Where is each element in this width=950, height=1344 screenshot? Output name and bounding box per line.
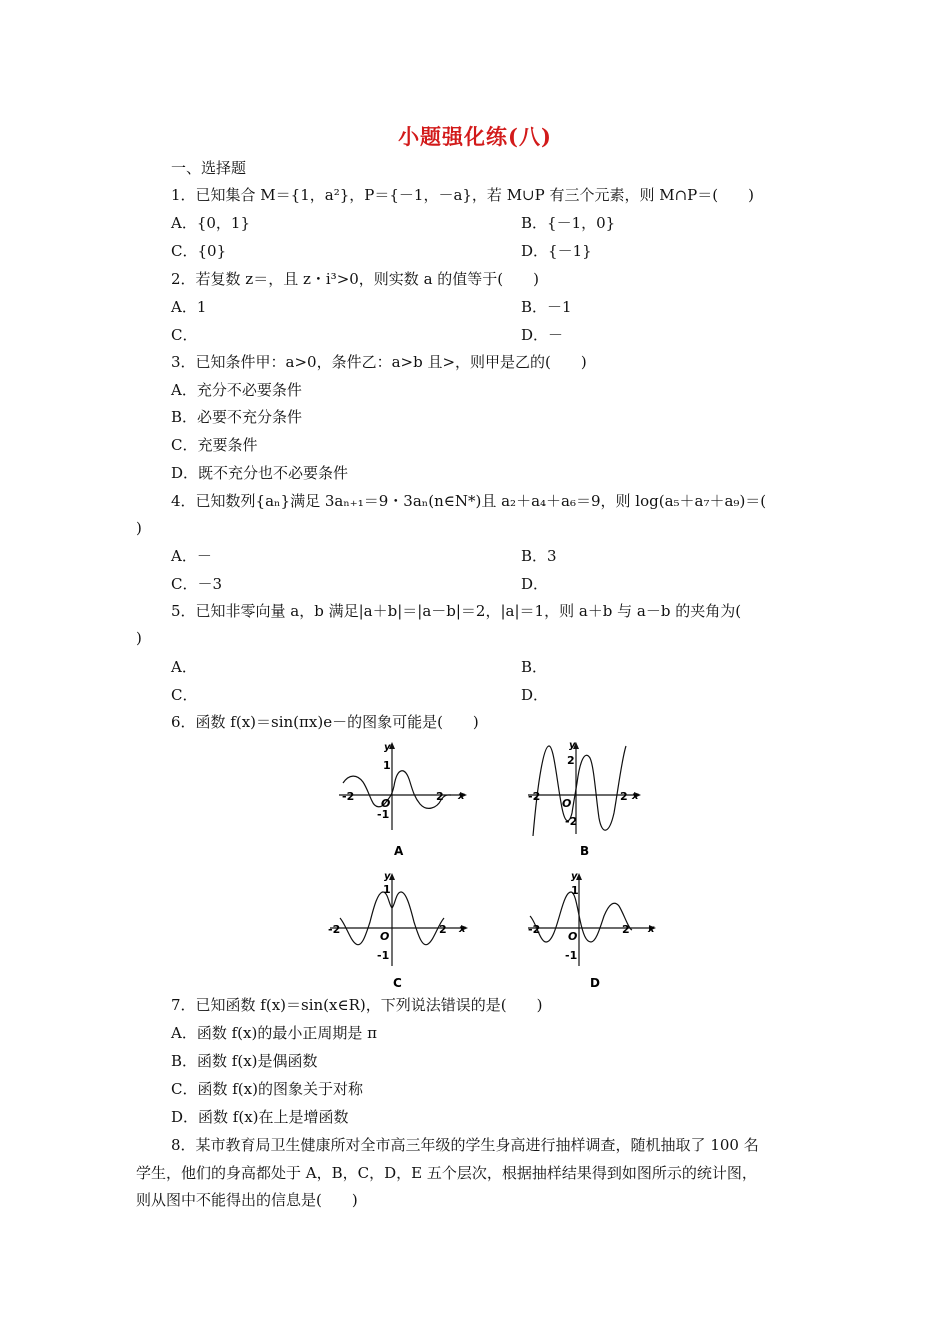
graph-c-ytick-top: 1 (383, 883, 391, 896)
question-2-stem: 2．若复数 z＝，且 z・i³>0，则实数 a 的值等于( ) (171, 270, 539, 288)
graph-c-x-label: x (459, 924, 466, 935)
graph-d-ytick-top: 1 (571, 884, 579, 897)
graph-d-x-label: x (648, 924, 655, 935)
question-3-stem: 3．已知条件甲：a>0，条件乙：a>b 且>，则甲是乙的( ) (171, 353, 587, 371)
graph-a-origin: O (381, 797, 391, 810)
graph-a-xtick-left: -2 (342, 790, 355, 803)
question-3-option-a: A．充分不必要条件 (171, 381, 302, 399)
question-3-option-b: B．必要不充分条件 (171, 408, 303, 426)
graph-d-xtick-right: 2 (622, 923, 630, 936)
graph-d-label: D (590, 976, 600, 990)
graph-a-x-label: x (458, 791, 465, 802)
question-8-line-3: 则从图中不能得出的信息是( ) (136, 1191, 358, 1209)
graph-c-xtick-left: -2 (328, 923, 341, 936)
question-5-option-a: A． (171, 658, 197, 676)
question-4-option-a: A．－ (171, 547, 212, 565)
graph-b-ytick-bottom: -2 (565, 815, 578, 828)
question-5-stem-end: ) (136, 629, 142, 647)
question-3-option-c: C．充要条件 (171, 436, 258, 454)
question-1-option-c: C．{0} (171, 242, 227, 260)
graph-b-x-label: x (632, 791, 639, 802)
graph-c-label: C (393, 976, 402, 990)
graph-d-y-label: y (571, 871, 578, 882)
question-7-option-d: D．函数 f(x)在上是增函数 (171, 1108, 349, 1126)
graph-d-origin: O (568, 930, 578, 943)
graph-c-origin: O (380, 930, 390, 943)
graph-b-ytick-top: 2 (567, 754, 575, 767)
question-4-option-d: D． (521, 575, 549, 593)
question-7-option-a: A．函数 f(x)的最小正周期是 π (171, 1024, 377, 1042)
graph-c-ytick-bottom: -1 (377, 949, 390, 962)
question-8-line-2: 学生，他们的身高都处于 A，B，C，D，E 五个层次，根据抽样结果得到如图所示的统计图， (136, 1164, 757, 1182)
graph-b (524, 738, 659, 860)
question-4-stem: 4．已知数列{aₙ}满足 3aₙ₊₁＝9・3aₙ(n∈N*)且 a₂＋a₄＋a₆＝9，则 log(a₅＋a₇＋a₉)＝( (171, 492, 767, 510)
section-heading: 一、选择题 (171, 159, 247, 177)
question-2-option-a: A．1 (171, 298, 207, 316)
graph-d-xtick-left: -2 (528, 923, 541, 936)
graph-d (524, 870, 664, 992)
graph-a-y-label: y (384, 742, 391, 753)
graph-a-label: A (394, 844, 404, 858)
question-7-option-c: C．函数 f(x)的图象关于对称 (171, 1080, 363, 1098)
question-1-option-a: A．{0，1} (171, 214, 251, 232)
graph-c (326, 870, 476, 992)
graph-b-origin: O (562, 797, 572, 810)
graph-b-xtick-right: 2 (620, 790, 628, 803)
graph-c-y-label: y (384, 871, 391, 882)
question-5-option-b: B． (521, 658, 548, 676)
page-title: 小题强化练(八) (398, 124, 552, 149)
question-4-option-b: B．3 (521, 547, 557, 565)
graph-b-xtick-left: -2 (528, 790, 541, 803)
question-2-option-b: B．－1 (521, 298, 572, 316)
graph-a-xtick-right: 2 (436, 790, 444, 803)
question-7-option-b: B．函数 f(x)是偶函数 (171, 1052, 318, 1070)
question-7-stem: 7．已知函数 f(x)＝sin(x∈R)，下列说法错误的是( ) (171, 996, 543, 1014)
question-2-option-d: D．－ (521, 326, 564, 344)
graph-a (335, 738, 470, 860)
question-5-stem: 5．已知非零向量 a，b 满足|a＋b|＝|a－b|＝2，|a|＝1，则 a＋b 与 a－b 的夹角为( (171, 602, 742, 620)
question-4-stem-end: ) (136, 519, 142, 537)
question-5-option-d: D． (521, 686, 549, 704)
question-1-stem: 1．已知集合 M＝{1，a²}，P＝{－1，－a}，若 M∪P 有三个元素，则 M∩P＝( ) (171, 186, 754, 204)
question-4-option-c: C．－3 (171, 575, 223, 593)
graph-d-ytick-bottom: -1 (565, 949, 578, 962)
graph-a-ytick-top: 1 (383, 759, 391, 772)
question-3-option-d: D．既不充分也不必要条件 (171, 464, 349, 482)
question-6-stem: 6．函数 f(x)＝sin(πx)e－的图象可能是( ) (171, 713, 479, 731)
graph-b-label: B (580, 844, 590, 858)
graph-b-y-label: y (569, 740, 576, 751)
question-5-option-c: C． (171, 686, 198, 704)
question-1-option-b: B．{－1，0} (521, 214, 616, 232)
question-1-option-d: D．{－1} (521, 242, 592, 260)
question-2-option-c: C． (171, 326, 198, 344)
graph-a-ytick-bottom: -1 (377, 808, 390, 821)
question-8-line-1: 8．某市教育局卫生健康所对全市高三年级的学生身高进行抽样调查，随机抽取了 100 名 (171, 1136, 759, 1154)
graph-c-xtick-right: 2 (439, 923, 447, 936)
